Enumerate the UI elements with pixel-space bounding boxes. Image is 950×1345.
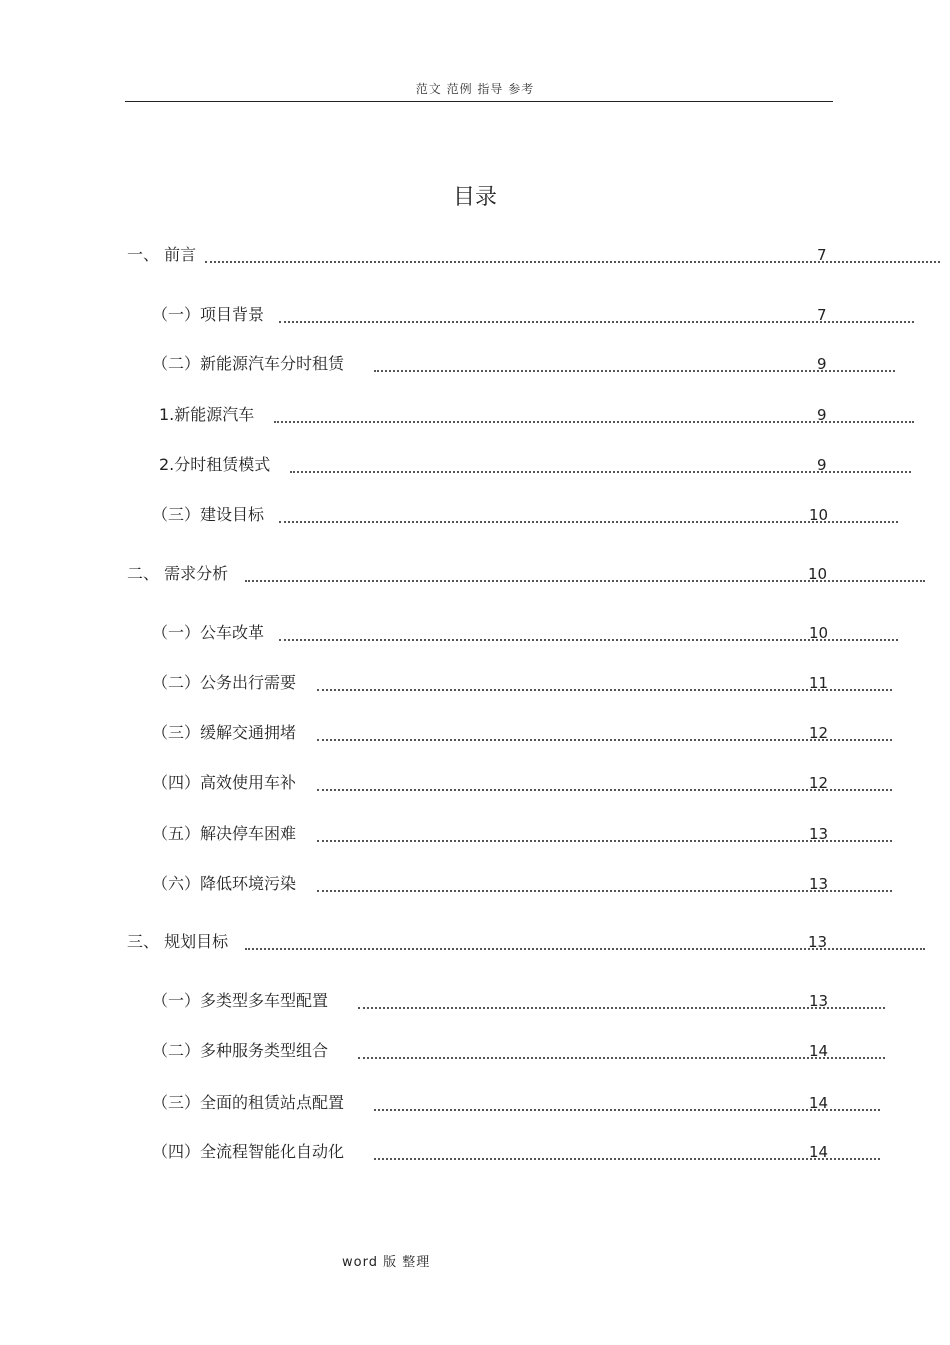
header-divider: [125, 101, 833, 102]
toc-entry-16[interactable]: [152, 1040, 885, 1062]
page-header: 范文 范例 指导 参考: [415, 82, 535, 96]
toc-entry-page: 14: [809, 1094, 829, 1112]
toc-entry-page: 7: [817, 306, 827, 324]
toc-leader: [317, 725, 892, 741]
toc-entry-page: 10: [809, 624, 829, 642]
toc-leader: [279, 625, 898, 641]
toc-entry-page: 12: [809, 724, 829, 742]
toc-leader: [205, 247, 940, 263]
toc-entry-1[interactable]: [127, 244, 827, 266]
toc-leader: [279, 507, 898, 523]
toc-entry-page: 13: [809, 875, 829, 893]
toc-entry-8[interactable]: [152, 622, 898, 644]
toc-entry-13[interactable]: [152, 873, 892, 895]
toc-entry-label: 1.新能源汽车: [159, 404, 258, 426]
toc-entry-page: 14: [809, 1042, 829, 1060]
toc-entry-label: 二、 需求分析: [127, 563, 232, 585]
toc-entry-2[interactable]: [152, 304, 914, 326]
toc-entry-4[interactable]: [159, 404, 914, 426]
toc-entry-5[interactable]: [159, 454, 911, 476]
toc-entry-label: （三）缓解交通拥堵: [152, 722, 300, 744]
toc-entry-page: 9: [817, 355, 827, 373]
toc-entry-3[interactable]: [152, 353, 895, 375]
toc-leader: [358, 1043, 885, 1059]
toc-leader: [317, 775, 892, 791]
toc-entry-label: （二）多种服务类型组合: [152, 1040, 332, 1062]
toc-entry-label: 一、 前言: [127, 244, 200, 266]
toc-entry-page: 13: [809, 992, 829, 1010]
toc-leader: [374, 1095, 880, 1111]
toc-entry-7[interactable]: [127, 563, 827, 585]
toc-entry-label: （二）新能源汽车分时租赁: [152, 353, 348, 375]
toc-entry-label: （一）项目背景: [152, 304, 268, 326]
toc-entry-label: （三）全面的租赁站点配置: [152, 1092, 348, 1114]
toc-entry-label: （一）公车改革: [152, 622, 268, 644]
page-footer: word 版 整理: [342, 1255, 431, 1270]
toc-entry-9[interactable]: [152, 672, 892, 694]
toc-title: 目录: [452, 185, 497, 210]
toc-entry-label: （四）高效使用车补: [152, 772, 300, 794]
toc-entry-12[interactable]: [152, 823, 892, 845]
toc-entry-page: 13: [808, 933, 828, 951]
toc-leader: [317, 675, 892, 691]
toc-entry-label: （一）多类型多车型配置: [152, 990, 332, 1012]
toc-entry-page: 12: [809, 774, 829, 792]
toc-entry-11[interactable]: [152, 772, 892, 794]
toc-entry-18[interactable]: [152, 1141, 880, 1163]
toc-leader: [317, 826, 892, 842]
toc-entry-17[interactable]: [152, 1092, 880, 1114]
toc-entry-label: （五）解决停车困难: [152, 823, 300, 845]
toc-entry-label: （四）全流程智能化自动化: [152, 1141, 348, 1163]
toc-entry-page: 9: [817, 406, 827, 424]
toc-leader: [358, 993, 885, 1009]
toc-entry-label: （三）建设目标: [152, 504, 268, 526]
toc-entry-14[interactable]: [127, 931, 827, 953]
toc-entry-page: 13: [809, 825, 829, 843]
toc-leader: [317, 876, 892, 892]
toc-entry-label: （六）降低环境污染: [152, 873, 300, 895]
toc-entry-label: 三、 规划目标: [127, 931, 232, 953]
toc-entry-page: 7: [817, 246, 827, 264]
toc-entry-page: 10: [809, 506, 829, 524]
toc-entry-label: （二）公务出行需要: [152, 672, 300, 694]
toc-entry-10[interactable]: [152, 722, 892, 744]
toc-entry-15[interactable]: [152, 990, 885, 1012]
toc-entry-page: 14: [809, 1143, 829, 1161]
toc-entry-page: 9: [817, 456, 827, 474]
toc-entry-page: 11: [809, 674, 829, 692]
toc-entry-label: 2.分时租赁模式: [159, 454, 274, 476]
toc-leader: [374, 1144, 880, 1160]
toc-entry-6[interactable]: [152, 504, 898, 526]
toc-entry-page: 10: [808, 565, 828, 583]
